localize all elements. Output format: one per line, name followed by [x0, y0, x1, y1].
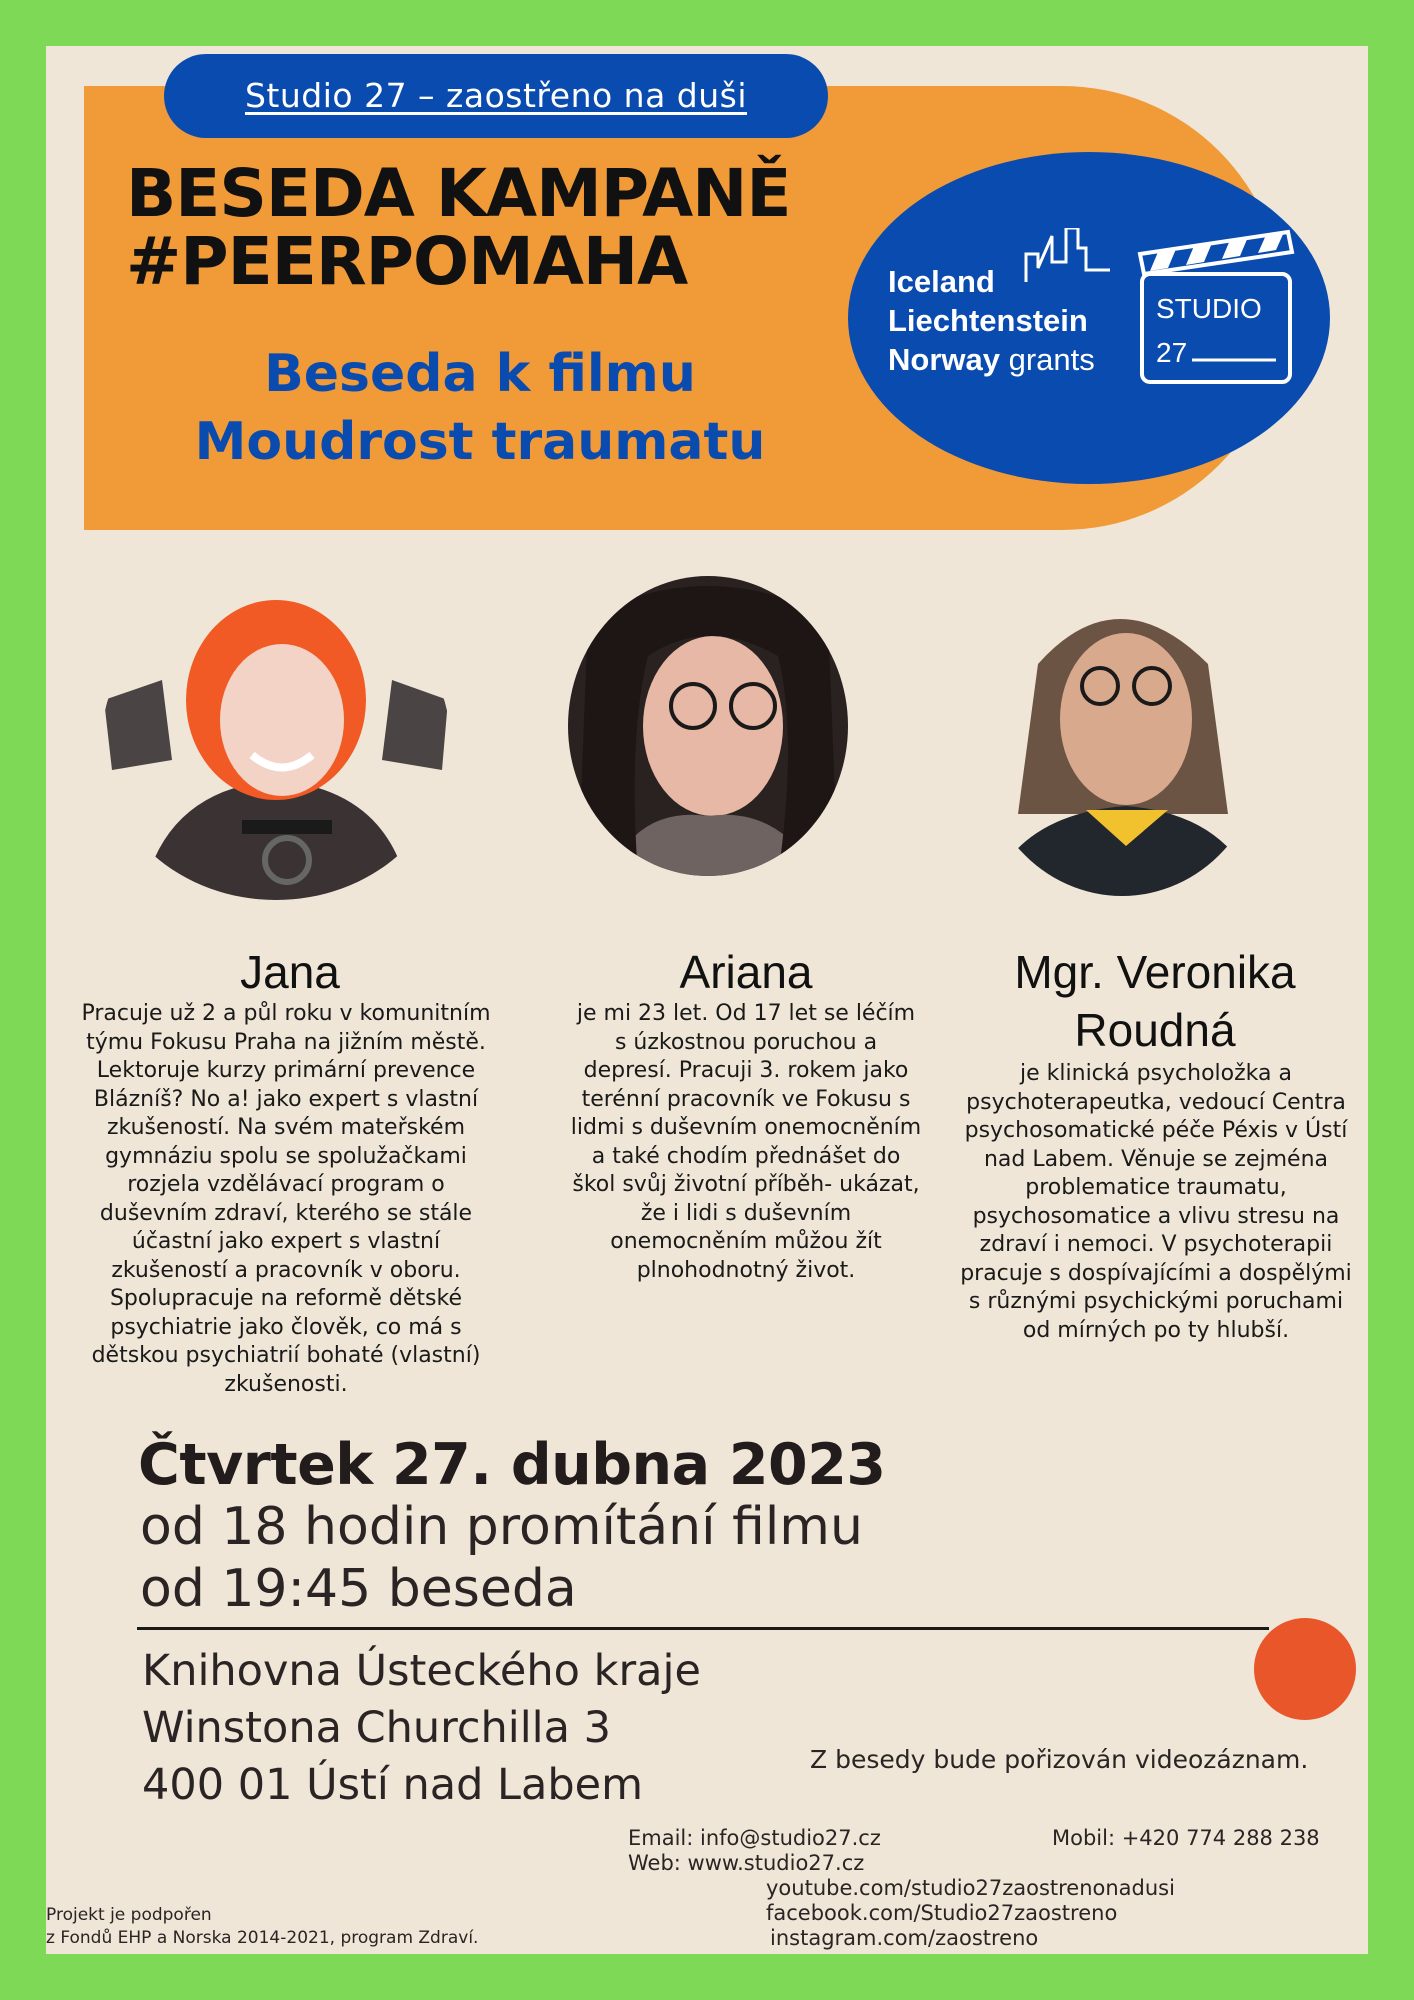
contact-youtube[interactable]: youtube.com/studio27zaostrenonadusi — [766, 1876, 1175, 1900]
recording-note: Z besedy bude pořizován videozáznam. — [810, 1745, 1309, 1774]
grants-norway: Norway — [888, 342, 1000, 377]
subtitle-line-1: Beseda k filmu — [264, 344, 696, 404]
grants-word: grants — [999, 342, 1095, 377]
contact-web[interactable]: Web: www.studio27.cz — [628, 1851, 865, 1875]
address-venue: Knihovna Ústeckého kraje — [142, 1646, 701, 1696]
divider-line — [137, 1627, 1269, 1630]
title-line-2: #PEERPOMAHA — [126, 223, 688, 300]
event-address — [142, 1643, 701, 1814]
event-time-discussion: od 19:45 beseda — [140, 1559, 577, 1619]
studio-number: 27 — [1156, 337, 1188, 368]
studio27-clapperboard-logo — [1136, 228, 1296, 388]
grants-line-3 — [888, 340, 1095, 379]
event-times — [140, 1496, 863, 1620]
studio-word: STUDIO — [1156, 293, 1262, 324]
event-time-screening: od 18 hodin promítání filmu — [140, 1497, 863, 1557]
speaker-bio-jana: Pracuje už 2 a půl roku v komunitním týmu Fokusu Praha na jižním městě. Lektoruje kurzy primární prevence Blázníš? No a! jako expert s vlastní zkušeností. Na svém mateřském gymnáziu spolu se spolužačkami rozjela vzdělávací program o duševním zdraví, kterého se stále účastní jako expert s vlastní zkušeností a pracovník v oboru. Spolupracuje na reformě dětské psychiatrie jako člověk, co má s dětskou psychiatrií bohaté (vlastní) zkušenosti. — [81, 1001, 491, 1397]
photo-veronika — [978, 584, 1266, 896]
funding-note — [46, 1904, 478, 1950]
title-line-1: BESEDA KAMPANĚ — [126, 155, 791, 232]
photo-jana — [102, 590, 450, 900]
subtitle-line-2: Moudrost traumatu — [194, 412, 766, 472]
orange-dot-decoration — [1254, 1618, 1356, 1720]
address-city: 400 01 Ústí nad Labem — [142, 1760, 643, 1810]
speaker-name-veronika-1: Mgr. Veronika — [1014, 946, 1296, 998]
grants-line-1: Iceland — [888, 264, 995, 299]
contact-instagram[interactable]: instagram.com/zaostreno — [770, 1926, 1039, 1950]
grants-line-2: Liechtenstein — [888, 303, 1088, 338]
contact-mobile[interactable]: Mobil: +420 774 288 238 — [1052, 1826, 1320, 1850]
contact-email[interactable]: Email: info@studio27.cz — [628, 1826, 881, 1850]
studio27-link[interactable]: Studio 27 – zaostřeno na duši — [164, 54, 828, 138]
speaker-bio-veronika: je klinická psycholožka a psychoterapeutka, vedoucí Centra psychosomatické péče Péxis v Ústí nad Labem. Věnuje se zejména problematice traumatu, psychosomatice a vlivu stresu na zdraví i nemoci. V psychoterapii pracuje s dospívajícími a dospělými s různými psychickými poruchami od mírných po ty hlubší. — [960, 1061, 1352, 1343]
contact-facebook[interactable]: facebook.com/Studio27zaostreno — [766, 1901, 1118, 1925]
speaker-bio-ariana: je mi 23 let. Od 17 let se léčím s úzkostnou poruchou a depresí. Pracuji 3. rokem jako terénní pracovník ve Fokusu s lidmi s duševním onemocněním a také chodím přednášet do škol svůj životní příběh- ukázat, že i lidi s duševním onemocněním můžou žít plnohodnotný život. — [570, 1001, 922, 1283]
funding-line-2: z Fondů EHP a Norska 2014-2021, program Zdraví. — [46, 1928, 479, 1948]
address-street: Winstona Churchilla 3 — [142, 1703, 611, 1753]
speaker-name-veronika-2: Roudná — [1074, 1004, 1236, 1056]
speaker-name-ariana: Ariana — [679, 946, 813, 998]
photo-ariana — [568, 576, 848, 876]
speaker-name-jana: Jana — [240, 946, 340, 998]
funding-line-1: Projekt je podpořen — [46, 1905, 212, 1925]
grants-building-icon — [1024, 228, 1114, 284]
event-date: Čtvrtek 27. dubna 2023 — [138, 1432, 886, 1498]
